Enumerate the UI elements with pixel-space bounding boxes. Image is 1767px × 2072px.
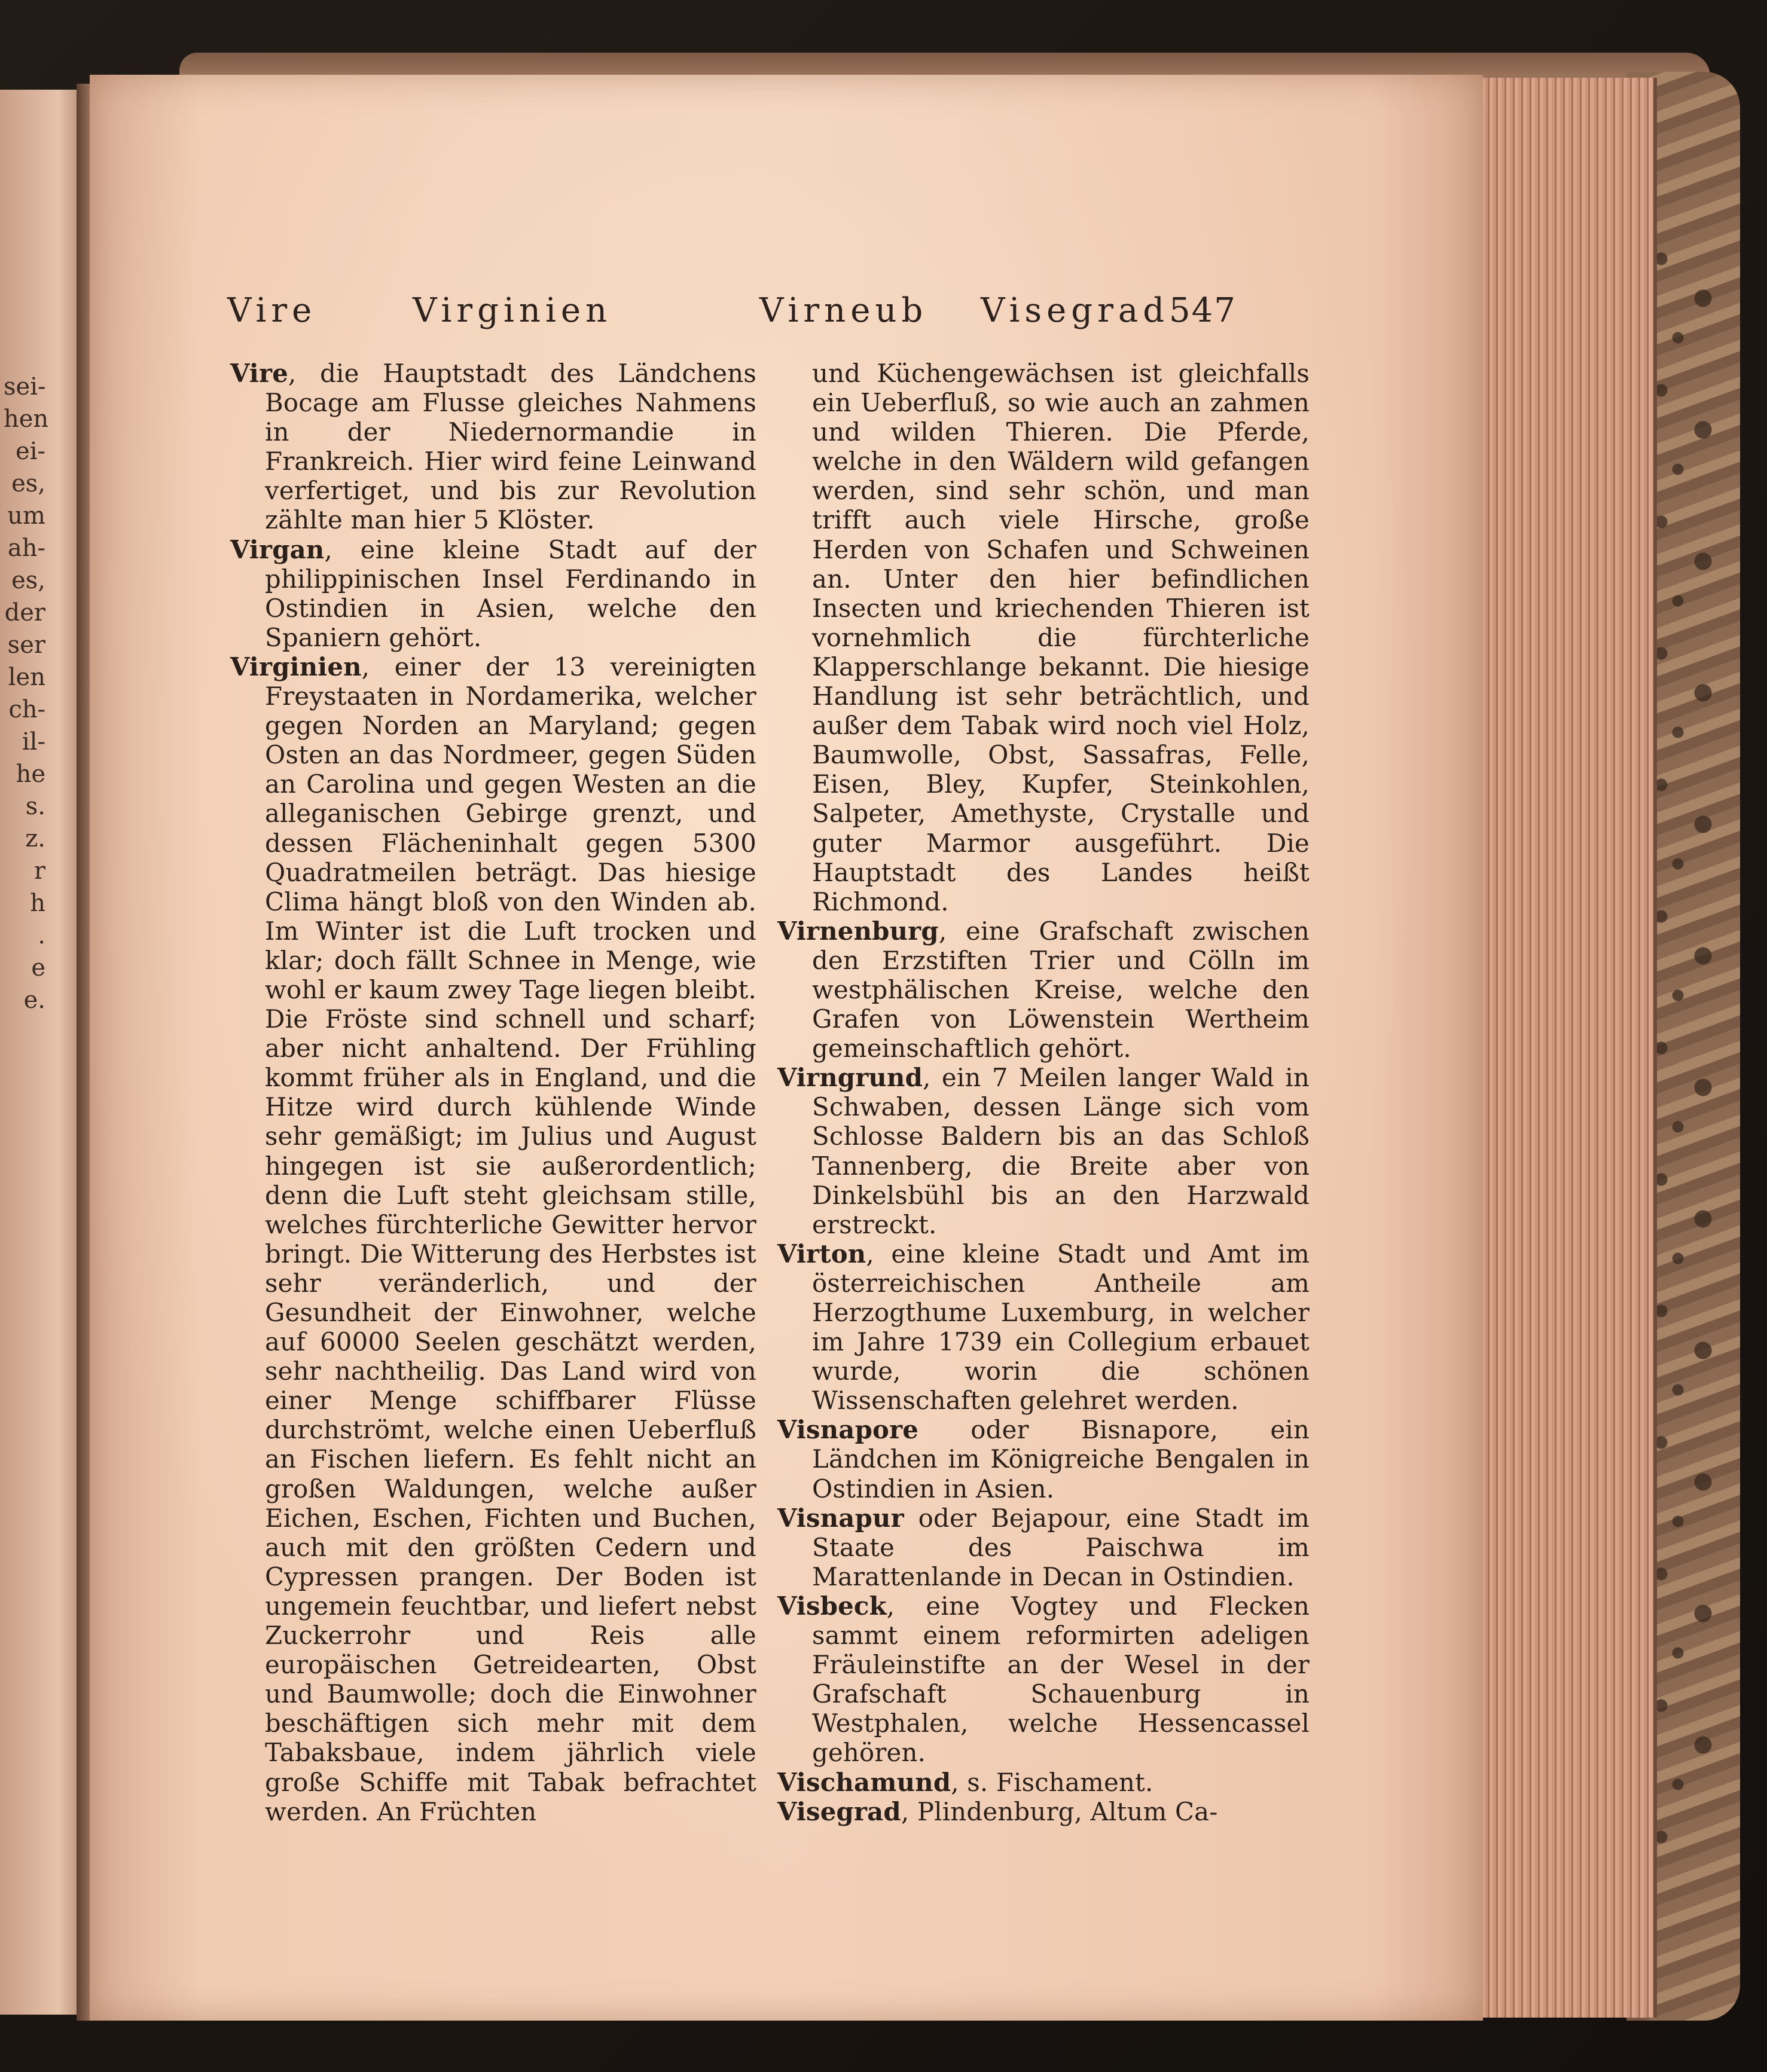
entry-vire <box>230 359 756 535</box>
facing-page-fragment: s. <box>25 793 45 820</box>
right-column <box>777 359 1310 1826</box>
entry-text: , s. Fischament. <box>951 1767 1153 1797</box>
entry-headword: Virnenburg <box>777 916 939 946</box>
entry-headword: Visbeck <box>777 1591 887 1621</box>
facing-page-fragment: ser <box>7 631 45 659</box>
facing-page-text-fragments <box>4 371 49 1016</box>
facing-page-fragment: . <box>38 922 45 949</box>
entry-text: , ein 7 Meilen langer Wald in Schwaben, dessen Länge sich vom Schlosse Baldern bis an das Schloß Tannenberg, die Breite aber von Dinkelsbühl bis an den Harzwald erstreckt. <box>812 1063 1310 1239</box>
facing-page-fragment: um <box>7 502 45 530</box>
entry-text: und Küchengewächsen ist gleichfalls ein Ueberfluß, so wie auch an zahmen und wilden Thieren. Die Pferde, welche in den Wäldern wild gefangen werden, sind sehr schön, und man trifft auch viele Hirsche, große Herden von Schafen und Schweinen an. Unter den hier befindlichen Insecten und kriechenden Thieren ist vornehmlich die fürchterliche Klapperschlange bekannt. Die hiesige Handlung ist sehr beträchtlich, und außer dem Tabak wird noch viel Holz, Baumwolle, Obst, Sassafras, Felle, Eisen, Bley, Kupfer, Steinkohlen, Salpeter, Amethyste, Crystalle und guter Marmor ausgeführt. Die Hauptstadt des Landes heißt Richmond. <box>812 359 1310 916</box>
book-page <box>90 75 1483 2021</box>
entry-text: , Plindenburg, Altum Ca- <box>901 1796 1218 1826</box>
entry-text: , eine kleine Stadt und Amt im österreichischen Antheile am Herzogthume Luxemburg, in welcher im Jahre 1739 ein Collegium erbauet wurde, worin die schönen Wissenschaften gelehret werden. <box>812 1239 1310 1416</box>
page-edges <box>1468 78 1657 2018</box>
entry-headword: Visnapore <box>777 1415 919 1445</box>
running-head-left-1: Vire <box>227 291 317 330</box>
entry-vischamund <box>777 1768 1310 1797</box>
marbled-board-pattern <box>1644 239 1728 1853</box>
facing-page-fragment: e <box>31 954 45 982</box>
entry-headword: Virton <box>777 1239 866 1269</box>
entry-virton <box>777 1239 1310 1416</box>
entry-visnapur <box>777 1503 1310 1591</box>
facing-page-strip <box>0 90 84 2015</box>
entry-text: , eine Vogtey und Flecken sammt einem reformirten adeligen Fräuleinstifte an der Wesel in der Grafschaft Schauenburg in Westphalen, welche Hessencassel gehören. <box>812 1591 1310 1768</box>
facing-page-fragment: il- <box>22 728 45 756</box>
page-number: 547 <box>1169 291 1237 330</box>
facing-page-fragment: ah- <box>7 534 45 562</box>
facing-page-fragment: es, <box>11 470 45 497</box>
facing-page-fragment: ch- <box>8 696 45 723</box>
entry-virngrund <box>777 1063 1310 1239</box>
running-head-right-2: Visegrad <box>981 291 1170 330</box>
facing-page-fragment: ei- <box>16 438 45 465</box>
entry-visbeck <box>777 1591 1310 1768</box>
running-head <box>90 291 1304 345</box>
facing-page-fragment: len <box>8 664 45 691</box>
entry-text: oder Bejapour, eine Stadt im Staate des Paischwa im Marattenlande in Decan in Ostindien. <box>812 1503 1310 1591</box>
facing-page-fragment: e. <box>23 986 45 1014</box>
left-column <box>230 359 756 1826</box>
facing-page-fragment: der <box>4 599 45 627</box>
facing-page-fragment: hen <box>4 405 49 433</box>
running-head-right-1: Virneub <box>759 291 928 330</box>
entry-headword: Vire <box>230 359 288 388</box>
entry-headword: Virgan <box>230 534 325 564</box>
entry-virnenburg <box>777 916 1310 1063</box>
entry-headword: Visnapur <box>777 1503 904 1533</box>
entry-headword: Visegrad <box>777 1796 901 1826</box>
entry-virgan <box>230 535 756 652</box>
entry-text: , eine kleine Stadt auf der philippinischen Insel Ferdinando in Ostindien in Asien, welche den Spaniern gehört. <box>265 534 756 652</box>
entry-text: , die Hauptstadt des Ländchens Bocage am Flusse gleiches Nahmens in der Niedernormandie in Frankreich. Hier wird feine Leinwand verfertiget, und bis zur Revolution zählte man hier 5 Klöster. <box>265 359 756 535</box>
facing-page-fragment: z. <box>25 825 45 852</box>
entry-text: , eine Grafschaft zwischen den Erzstiften Trier und Cölln im westphälischen Kreise, welche den Grafen von Löwenstein Wertheim gemeinschaftlich gehört. <box>812 916 1310 1063</box>
entry-visegrad <box>777 1797 1310 1826</box>
facing-page-fragment: h <box>30 890 45 917</box>
entry-virginien-continued <box>777 359 1310 916</box>
entry-headword: Virginien <box>230 652 362 682</box>
entry-visnapore <box>777 1415 1310 1503</box>
running-head-left-2: Virginien <box>413 291 612 330</box>
entry-headword: Virngrund <box>777 1063 923 1093</box>
entry-text: oder Bisnapore, ein Ländchen im Königreiche Bengalen in Ostindien in Asien. <box>812 1415 1310 1503</box>
facing-page-fragment: es, <box>11 567 45 594</box>
entry-headword: Vischamund <box>777 1767 951 1797</box>
facing-page-fragment: he <box>16 760 45 788</box>
facing-page-fragment: r <box>33 857 45 885</box>
facing-page-fragment: sei- <box>4 373 46 401</box>
entry-virginien <box>230 652 756 1826</box>
entry-text: , einer der 13 vereinigten Freystaaten in Nordamerika, welcher gegen Norden an Maryland; gegen Osten an das Nordmeer, gegen Süden an Carolina und gegen Westen an die alleganischen Gebirge grenzt, und dessen Flächeninhalt gegen 5300 Quadratmeilen beträgt. Das hiesige Clima hängt bloß von den Winden ab. Im Winter ist die Luft trocken und klar; doch fällt Schnee in Menge, wie wohl er kaum zwey Tage liegen bleibt. Die Fröste sind schnell und scharf; aber nicht anhaltend. Der Frühling kommt früher als in England, und die Hitze wird durch kühlende Winde sehr gemäßigt; im Julius und August hingegen ist sie außerordentlich; denn die Luft steht gleichsam stille, welches fürchterliche Gewitter hervor bringt. Die Witterung des Herbstes ist sehr veränderlich, und der Gesundheit der Einwohner, welche auf 60000 Seelen geschätzt werden, sehr nachtheilig. Das Land wird von einer Menge schiffbarer Flüsse durchströmt, welche einen Ueberfluß an Fischen liefern. Es fehlt nicht an großen Waldungen, welche außer Eichen, Eschen, Fichten und Buchen, auch mit den größten Cedern und Cypressen prangen. Der Boden ist ungemein feuchtbar, und liefert nebst Zuckerrohr und Reis alle europäischen Getreidearten, Obst und Baumwolle; doch die Einwohner beschäftigen sich mehr mit dem Tabaksbaue, indem jährlich viele große Schiffe mit Tabak befrachtet werden. An Früchten <box>265 652 756 1826</box>
